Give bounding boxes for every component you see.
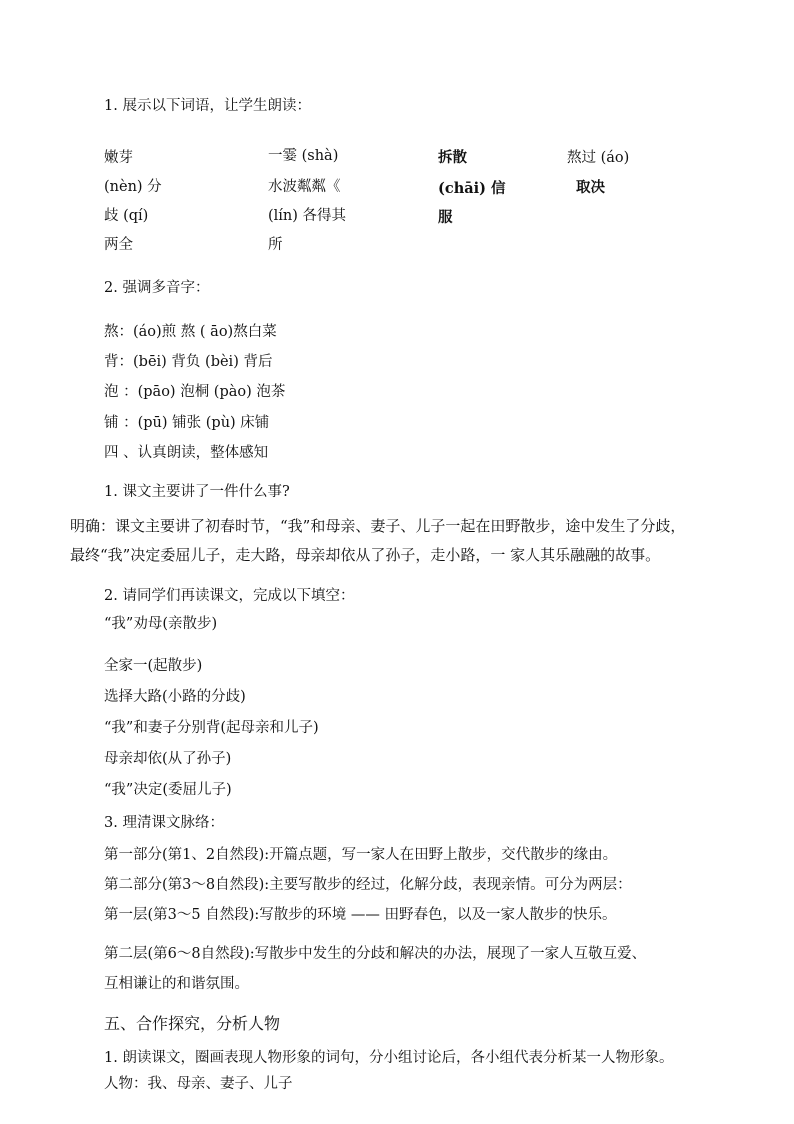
vocab-word: 服 (438, 209, 453, 226)
structure-item: 第一部分(第1、2自然段):开篇点题，写一家人在田野上散步，交代散步的缘由。 (104, 847, 618, 863)
fill-item: “我”决定(委屈儿子) (104, 782, 232, 798)
vocab-word: 所 (268, 237, 283, 253)
vocab-word: 一霎 (shà) (268, 148, 339, 164)
question-2: 2. 请同学们再读课文，完成以下填空： (104, 588, 355, 604)
question-3: 3. 理清课文脉络： (104, 815, 224, 831)
vocab-word: 嫩芽 (104, 150, 133, 166)
vocab-word: 取决 (576, 179, 605, 196)
structure-item: 第一层(第3～5 自然段):写散步的环境 —— 田野春色，以及一家人散步的快乐。 (104, 907, 617, 923)
polyphone-item: 泡 ：(pāo) 泡桐 (pào) 泡茶 (104, 384, 286, 400)
answer-line: 明确：课文主要讲了初春时节，“我”和母亲、妻子、儿子一起在田野散步，途中发生了分歧， (70, 517, 686, 535)
vocab-word: (lín) 各得其 (268, 208, 347, 224)
question-1: 1. 课文主要讲了一件什么事? (104, 484, 290, 500)
section-2-heading: 2. 强调多音字： (104, 280, 210, 296)
fill-item: “我”和妻子分别背(起母亲和儿子) (104, 720, 319, 736)
vocab-word: 歧 (qí) (104, 208, 149, 224)
section-4-heading: 四 、认真朗读，整体感知 (104, 445, 269, 461)
fill-item: 选择大路(小路的分歧) (104, 689, 246, 705)
vocab-word: 两全 (104, 237, 133, 253)
fill-item: 母亲却依(从了孙子) (104, 751, 232, 767)
vocab-word: 拆散 (438, 149, 467, 166)
vocab-word: 水波粼粼《 (268, 179, 341, 195)
section-5-heading: 五、合作探究，分析人物 (104, 1014, 281, 1033)
fill-item: “我”劝母(亲散步) (104, 616, 218, 632)
structure-item: 第二部分(第3～8自然段):主要写散步的经过，化解分歧，表现亲情。可分为两层： (104, 877, 632, 893)
layer-2-line: 互相谦让的和谐氛围。 (104, 976, 249, 992)
polyphone-item: 铺 ：(pū) 铺张 (pù) 床铺 (104, 415, 270, 431)
layer-2-line: 第二层(第6～8自然段):写散步中发生的分歧和解决的办法，展现了一家人互敬互爱、 (104, 946, 647, 962)
vocab-word: (nèn) 分 (104, 179, 162, 195)
vocab-word: 熬过 (áo) (567, 150, 630, 166)
section-1-heading: 1. 展示以下词语，让学生朗读： (104, 98, 311, 114)
polyphone-item: 熬：(áo)煎 熬 ( āo)熬白菜 (104, 324, 277, 340)
vocab-word: (chāi) 信 (438, 180, 506, 197)
characters-line: 人物：我、母亲、妻子、儿子 (104, 1076, 293, 1092)
fill-item: 全家一(起散步) (104, 658, 203, 674)
answer-line: 最终“我”决定委屈儿子，走大路，母亲却依从了孙子，走小路，一 家人其乐融融的故事。 (70, 546, 661, 564)
task-1: 1. 朗读课文，圈画表现人物形象的词句，分小组讨论后，各小组代表分析某一人物形象。 (104, 1050, 674, 1066)
polyphone-item: 背：(bēi) 背负 (bèi) 背后 (104, 354, 273, 370)
